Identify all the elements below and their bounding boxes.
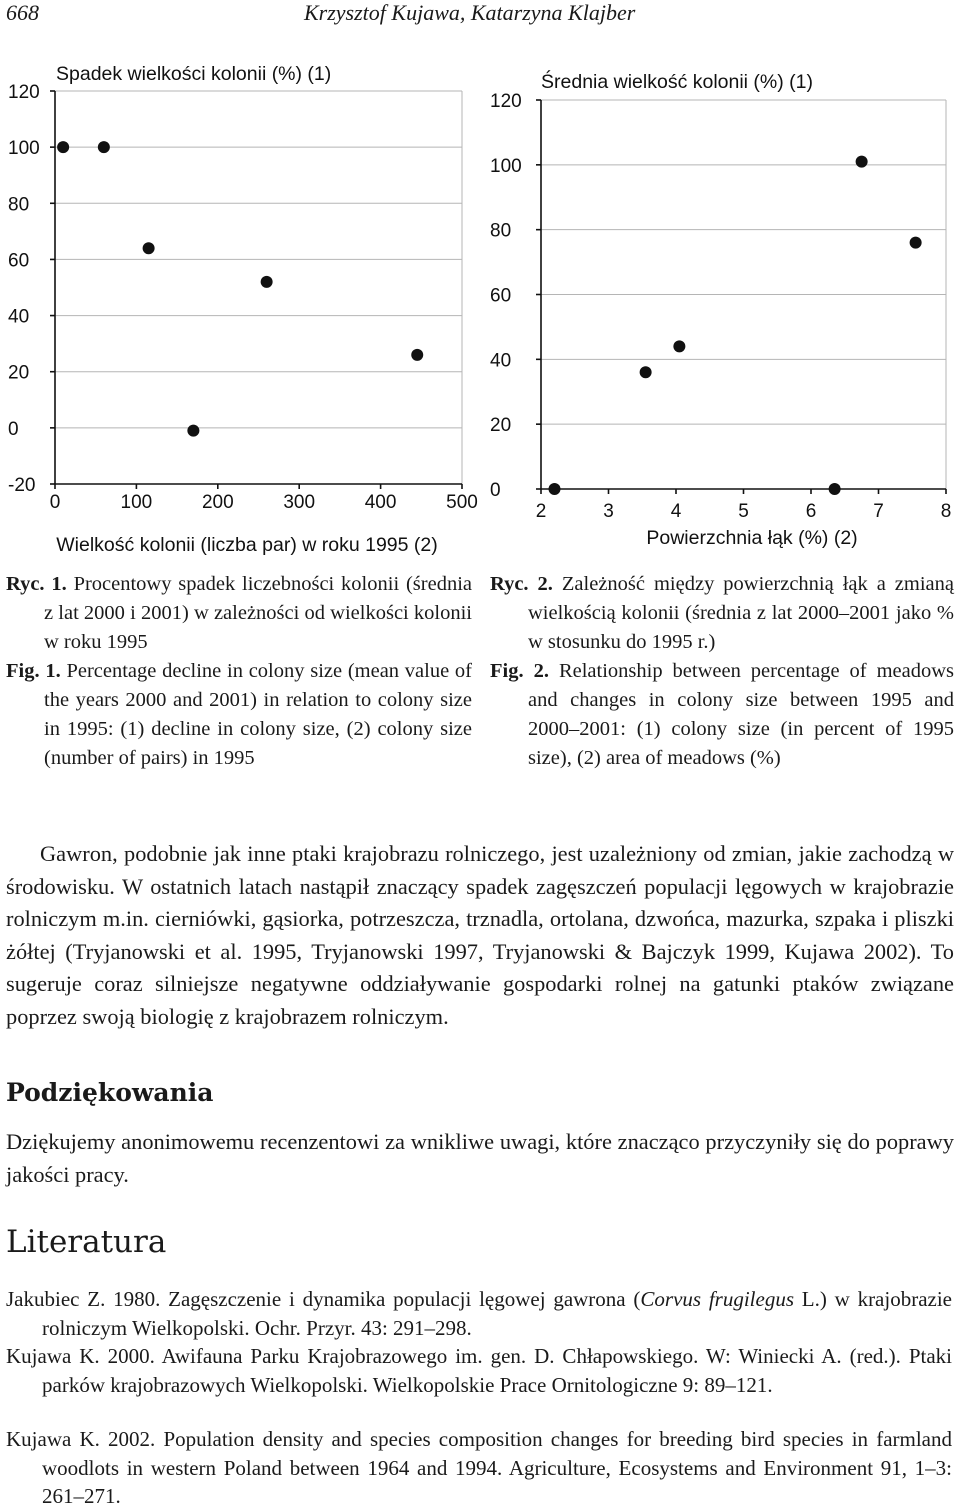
data-point bbox=[829, 483, 841, 495]
caption-figure-1 bbox=[6, 570, 472, 773]
x-axis-label: Wielkość kolonii (liczba par) w roku 1995 (2) bbox=[56, 534, 438, 556]
data-point bbox=[187, 425, 199, 437]
caption-ryc-2 bbox=[490, 570, 954, 657]
x-tick-label: 8 bbox=[940, 501, 952, 522]
chart-meadow-colony-size bbox=[480, 55, 960, 565]
x-tick-label: 200 bbox=[201, 492, 234, 513]
y-tick-label: 0 bbox=[490, 480, 501, 501]
x-tick-label: 4 bbox=[670, 501, 682, 522]
y-tick-label: 40 bbox=[8, 306, 30, 328]
y-tick-label: 60 bbox=[8, 250, 30, 272]
y-tick-label: 100 bbox=[8, 138, 40, 160]
running-header bbox=[6, 0, 956, 28]
x-tick-label: 100 bbox=[120, 492, 153, 513]
caption-fig-1 bbox=[6, 657, 472, 773]
data-point bbox=[910, 237, 922, 249]
caption-fig-2-text: Relationship between percentage of meadows and changes in colony size between 1995 and 2000–2001: (1) colony size (in percent of 1995 size), (2) area of meadows (%) bbox=[528, 660, 955, 769]
y-tick-label: -20 bbox=[8, 475, 36, 496]
x-tick-label: 300 bbox=[283, 492, 316, 513]
y-tick-label: 20 bbox=[490, 415, 512, 437]
caption-ryc-1-label: Ryc. 1. bbox=[6, 573, 67, 595]
data-point bbox=[143, 242, 155, 254]
y-tick-label: 0 bbox=[8, 418, 19, 440]
reference-item bbox=[6, 1285, 952, 1342]
reference-item bbox=[6, 1342, 952, 1399]
data-point bbox=[57, 141, 69, 153]
y-tick-label: 20 bbox=[8, 362, 30, 384]
caption-ryc-1-text: Procentowy spadek liczebności kolonii (średnia z lat 2000 i 2001) w zależności od wielkości kolonii w roku 1995 bbox=[44, 573, 472, 653]
x-axis-label: Powierzchnia łąk (%) (2) bbox=[646, 527, 858, 549]
y-tick-label: 80 bbox=[490, 220, 512, 242]
section-heading-literature: Literatura bbox=[6, 1224, 167, 1260]
caption-fig-1-label: Fig. 1. bbox=[6, 660, 61, 682]
section-heading-acknowledgements: Podziękowania bbox=[6, 1078, 214, 1107]
reference-1-italic: Corvus frugilegus bbox=[640, 1287, 795, 1311]
y-tick-label: 40 bbox=[490, 350, 512, 372]
caption-ryc-2-text: Zależność między powierzchnią łąk a zmianą wielkością kolonii (średnia z lat 2000–2001 jako % w stosunku do 1995 r.) bbox=[528, 573, 954, 653]
x-tick-label: 6 bbox=[805, 501, 817, 522]
y-tick-label: 120 bbox=[8, 82, 40, 103]
x-tick-label: 500 bbox=[446, 492, 478, 513]
data-point bbox=[549, 483, 561, 495]
caption-figure-2 bbox=[490, 570, 954, 773]
caption-ryc-2-label: Ryc. 2. bbox=[490, 573, 553, 595]
x-tick-label: 2 bbox=[535, 501, 547, 522]
reference-2-text: Kujawa K. 2000. Awifauna Parku Krajobrazowego im. gen. D. Chłapowskiego. W: Winiecki A. (red.). Ptaki parków krajobrazowych Wielkopolski. Wielkopolskie Prace Ornitologiczne 9: 89–121. bbox=[6, 1344, 952, 1397]
body-paragraph bbox=[6, 838, 954, 1034]
x-tick-label: 7 bbox=[873, 501, 884, 522]
reference-item bbox=[6, 1425, 952, 1511]
data-point bbox=[856, 156, 868, 168]
reference-1-post: L.) w krajobrazie rolniczym Wielkopolski. Ochr. Przyr. 43: 291–298. bbox=[42, 1287, 953, 1340]
chart-title: Spadek wielkości kolonii (%) (1) bbox=[56, 63, 332, 85]
reference-1-pre: Jakubiec Z. 1980. Zagęszczenie i dynamika populacji lęgowej gawrona ( bbox=[6, 1287, 641, 1311]
data-point bbox=[98, 141, 110, 153]
chart-colony-decline bbox=[0, 55, 480, 565]
chart-title: Średnia wielkość kolonii (%) (1) bbox=[541, 71, 814, 93]
y-tick-label: 80 bbox=[8, 194, 30, 216]
x-tick-label: 3 bbox=[603, 501, 614, 522]
x-tick-label: 5 bbox=[738, 501, 749, 522]
reference-3-text: Kujawa K. 2002. Population density and species composition changes for breeding bird species in farmland woodlots in western Poland between 1964 and 1994. Agriculture, Ecosystems and Environment 91, 1–3: 261–271. bbox=[6, 1427, 952, 1509]
caption-fig-2 bbox=[490, 657, 954, 773]
body-paragraph-text: Gawron, podobnie jak inne ptaki krajobrazu rolniczego, jest uzależniony od zmian, jakie zachodzą w środowisku. W ostatnich latach nastąpił znaczący spadek zagęszczeń populacji lęgowych w krajobrazie rolniczym m.in. cierniówki, gąsiorka, potrzeszcza, trznadla, ortolana, dzwońca, mazurka, szpaka i pliszki żółtej (Tryjanowski et al. 1995, Tryjanowski 1997, Tryjanowski & Bajczyk 1999, Kujawa 2002). To sugeruje coraz silniejsze negatywne oddziaływanie gospodarki rolnej na gatunki ptaków związane poprzez swoją biologię z krajobrazem rolniczym. bbox=[6, 841, 954, 1029]
data-point bbox=[673, 340, 685, 352]
x-tick-label: 400 bbox=[364, 492, 397, 513]
caption-fig-2-label: Fig. 2. bbox=[490, 660, 549, 682]
caption-ryc-1 bbox=[6, 570, 472, 657]
data-point bbox=[640, 366, 652, 378]
x-tick-label: 0 bbox=[49, 492, 61, 513]
running-head-authors: Krzysztof Kujawa, Katarzyna Klajber bbox=[304, 0, 636, 25]
acknowledgements-text: Dziękujemy anonimowemu recenzentowi za wnikliwe uwagi, które znacząco przyczyniły się do poprawy jakości pracy. bbox=[6, 1129, 954, 1187]
caption-fig-1-text: Percentage decline in colony size (mean value of the years 2000 and 2001) in relation to colony size in 1995: (1) decline in colony size, (2) colony size (number of pairs) in 1995 bbox=[44, 660, 472, 769]
data-point bbox=[261, 276, 273, 288]
y-tick-label: 100 bbox=[490, 155, 522, 177]
y-tick-label: 60 bbox=[490, 285, 512, 307]
y-tick-label: 120 bbox=[490, 91, 522, 112]
page-number: 668 bbox=[6, 0, 39, 25]
data-point bbox=[411, 349, 423, 361]
